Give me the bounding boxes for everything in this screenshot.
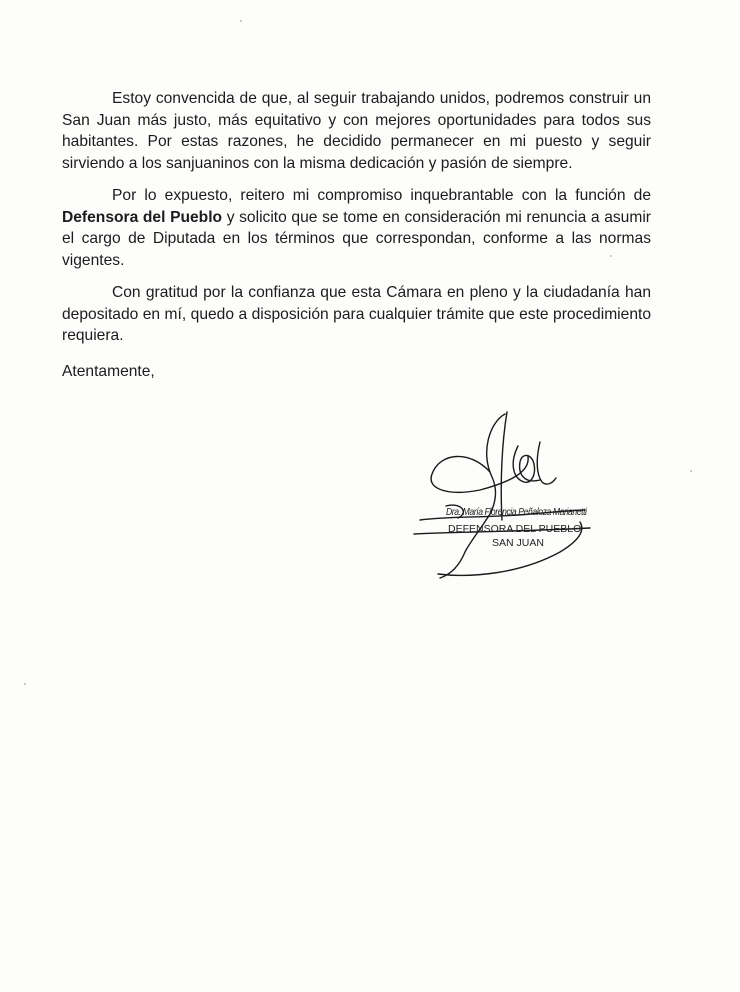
signature-block [410,402,610,582]
paragraph-2-start: Por lo expuesto, reitero mi compromiso inquebrantable con la función de [112,187,651,204]
stamp-name-line: Dra. María Florencia Peñaloza Marianetti [446,506,587,518]
stamp-title-line: DEFENSORA DEL PUEBLO [448,523,582,535]
closing-salutation: Atentamente, [62,362,155,380]
handwritten-signature [410,402,610,582]
paragraph-2-end: y solicito que se tome en consideración mi renuncia a asumir el cargo de Diputada en los términos que correspondan, conforme a las normas vigentes. [62,208,651,269]
paragraph-1: Estoy convencida de que, al seguir trabajando unidos, podremos construir un San Juan más justo, más equitativo y con mejores oportunidades para todos sus habitantes. Por estas razones, he decidido permanecer en mi puesto y seguir sirviendo a los sanjuaninos con la misma dedicación y pasión de siempre. [62,90,651,172]
scan-speck [690,470,692,472]
paragraph-2-bold: Defensora del Pueblo [62,208,223,226]
scan-speck [240,20,242,22]
scan-speck [24,683,26,685]
scan-speck [610,255,612,257]
stamp-sub-line: SAN JUAN [492,537,544,549]
letter-body [62,88,651,382]
paragraph-3: Con gratitud por la confianza que esta Cámara en pleno y la ciudadanía han depositado en mí, quedo a disposición para cualquier trámite que este procedimiento requiera. [62,284,651,344]
paragraph-2 [62,185,651,271]
